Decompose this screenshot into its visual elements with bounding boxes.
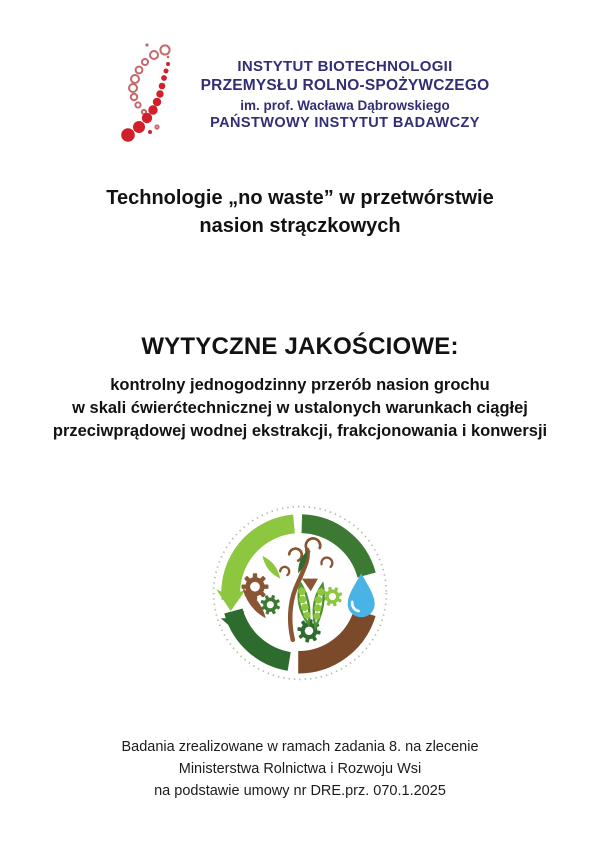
- institute-name-line3: im. prof. Wacława Dąbrowskiego: [240, 97, 450, 113]
- guidelines-heading: WYTYCZNE JAKOŚCIOWE:: [141, 333, 459, 360]
- footer-line1: Badania zrealizowane w ramach zadania 8. na zlecenie: [121, 739, 479, 755]
- document-title-line2: nasion strączkowych: [199, 215, 401, 237]
- dna-dots-icon: [111, 40, 195, 150]
- footer-credits: [20, 736, 580, 802]
- guidelines-subtitle-line2: w skali ćwierćtechnicznej w ustalonych warunkach ciągłej: [72, 399, 528, 417]
- institute-name-line2: PRZEMYSŁU ROLNO-SPOŻYWCZEGO: [200, 77, 490, 95]
- institute-name-line4: PAŃSTWOWY INSTYTUT BADAWCZY: [210, 115, 480, 132]
- cover-emblem-container: [0, 503, 600, 683]
- institute-name: [201, 57, 490, 133]
- water-drop-icon: [348, 573, 375, 617]
- guidelines-subtitle-line1: kontrolny jednogodzinny przerób nasion grochu: [110, 376, 490, 394]
- document-title: [30, 184, 570, 240]
- footer-line3: na podstawie umowy nr DRE.prz. 070.1.2025: [154, 783, 446, 799]
- guidelines-subtitle: [20, 374, 580, 443]
- sustainability-cycle-icon: [210, 503, 390, 683]
- guidelines-subtitle-line3: przeciwprądowej wodnej ekstrakcji, frakcjonowania i konwersji: [52, 422, 548, 440]
- institute-name-line1: INSTYTUT BIOTECHNOLOGII: [237, 57, 453, 75]
- document-title-line1: Technologie „no waste” w przetwórstwie: [106, 187, 494, 209]
- footer-line2: Ministerstwa Rolnictwa i Rozwoju Wsi: [178, 761, 422, 777]
- institute-logo: [0, 40, 600, 150]
